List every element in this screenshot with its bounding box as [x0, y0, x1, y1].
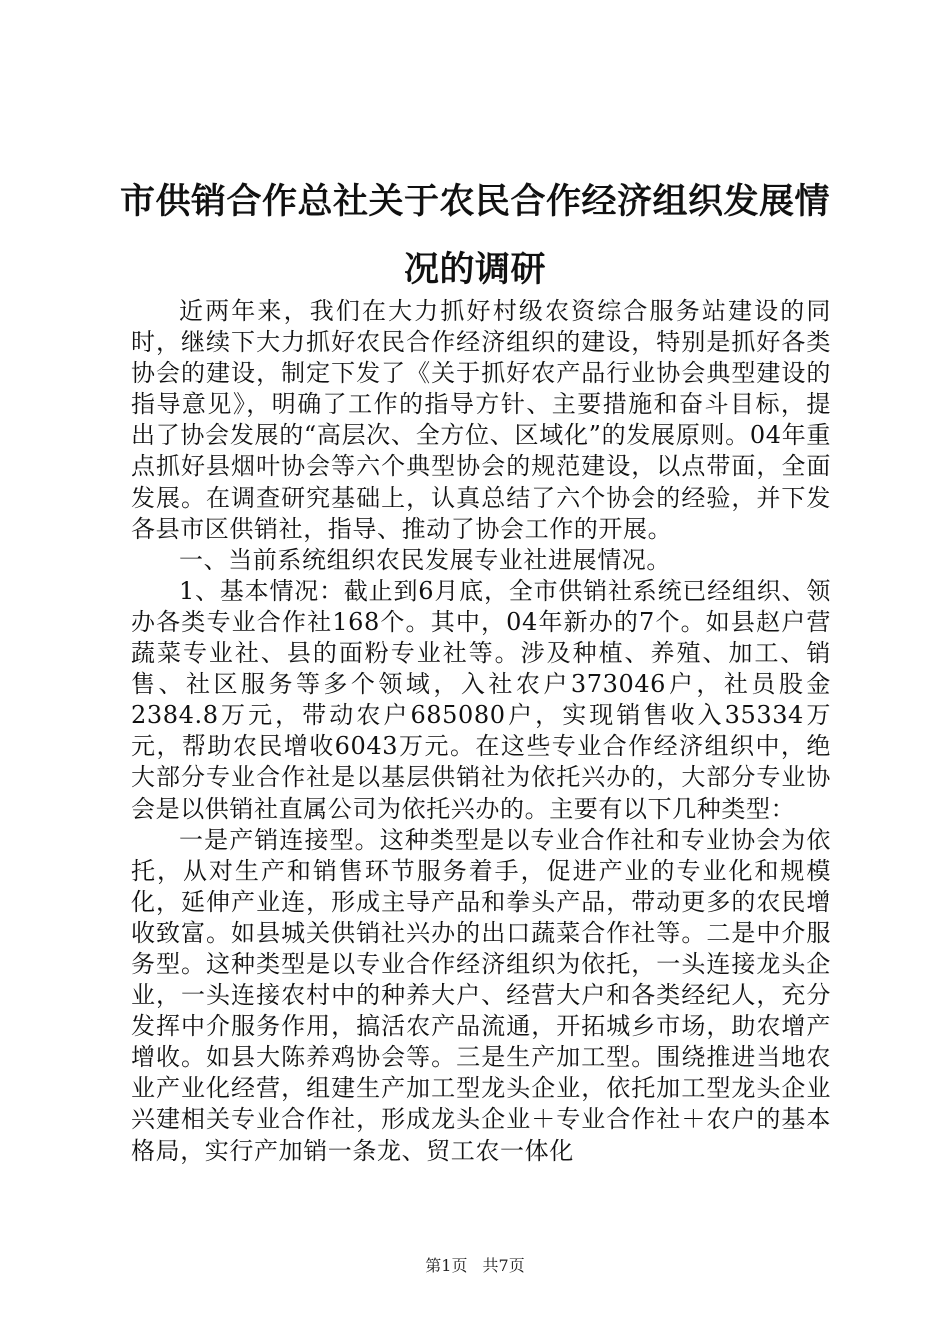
- paragraph-intro: 近两年来，我们在大力抓好村级农资综合服务站建设的同时，继续下大力抓好农民合作经济组织的建设，特别是抓好各类协会的建设，制定下发了《关于抓好农产品行业协会典型建设的指导意见》，明确了工作的指导方针、主要措施和奋斗目标，提出了协会发展的“高层次、全方位、区域化”的发展原则。04年重点抓好县烟叶协会等六个典型协会的规范建设，以点带面，全面发展。在调查研究基础上，认真总结了六个协会的经验，并下发各县市区供销社，指导、推动了协会工作的开展。: [131, 297, 831, 543]
- page-footer: [0, 1255, 950, 1277]
- document-title: 市供销合作总社关于农民合作经济组织发展情况的调研: [119, 181, 830, 290]
- paragraph-basic-situation: 1、基本情况：截止到6月底，全市供销社系统已经组织、领办各类专业合作社168个。其中，04年新办的7个。如县赵户营蔬菜专业社、县的面粉专业社等。涉及种植、养殖、加工、销售、社区服务等多个领域，入社农户373046户，社员股金2384.8万元，带动农户685080户，实现销售收入35334万元，帮助农民增收6043万元。在这些专业合作经济组织中，绝大部分专业合作社是以基层供销社为依托兴办的，大部分专业协会是以供销社直属公司为依托兴办的。主要有以下几种类型：: [131, 576, 831, 823]
- paragraph-section-heading: 一、当前系统组织农民发展专业社进展情况。: [179, 545, 671, 574]
- page-number: 第1页: [425, 1256, 468, 1275]
- page-total: 共7页: [482, 1256, 525, 1275]
- paragraph-types: 一是产销连接型。这种类型是以专业合作社和专业协会为依托，从对生产和销售环节服务着手，促进产业的专业化和规模化，延伸产业连，形成主导产品和拳头产品，带动更多的农民增收致富。如县城关供销社兴办的出口蔬菜合作社等。二是中介服务型。这种类型是以专业合作经济组织为依托，一头连接龙头企业，一头连接农村中的种养大户、经营大户和各类经纪人，充分发挥中介服务作用，搞活农产品流通，开拓城乡市场，助农增产增收。如县大陈养鸡协会等。三是生产加工型。围绕推进当地农业产业化经营，组建生产加工型龙头企业，依托加工型龙头企业兴建相关专业合作社，形成龙头企业＋专业合作社＋农户的基本格局，实行产加销一条龙、贸工农一体化: [131, 825, 831, 1165]
- document-body: [131, 296, 831, 1167]
